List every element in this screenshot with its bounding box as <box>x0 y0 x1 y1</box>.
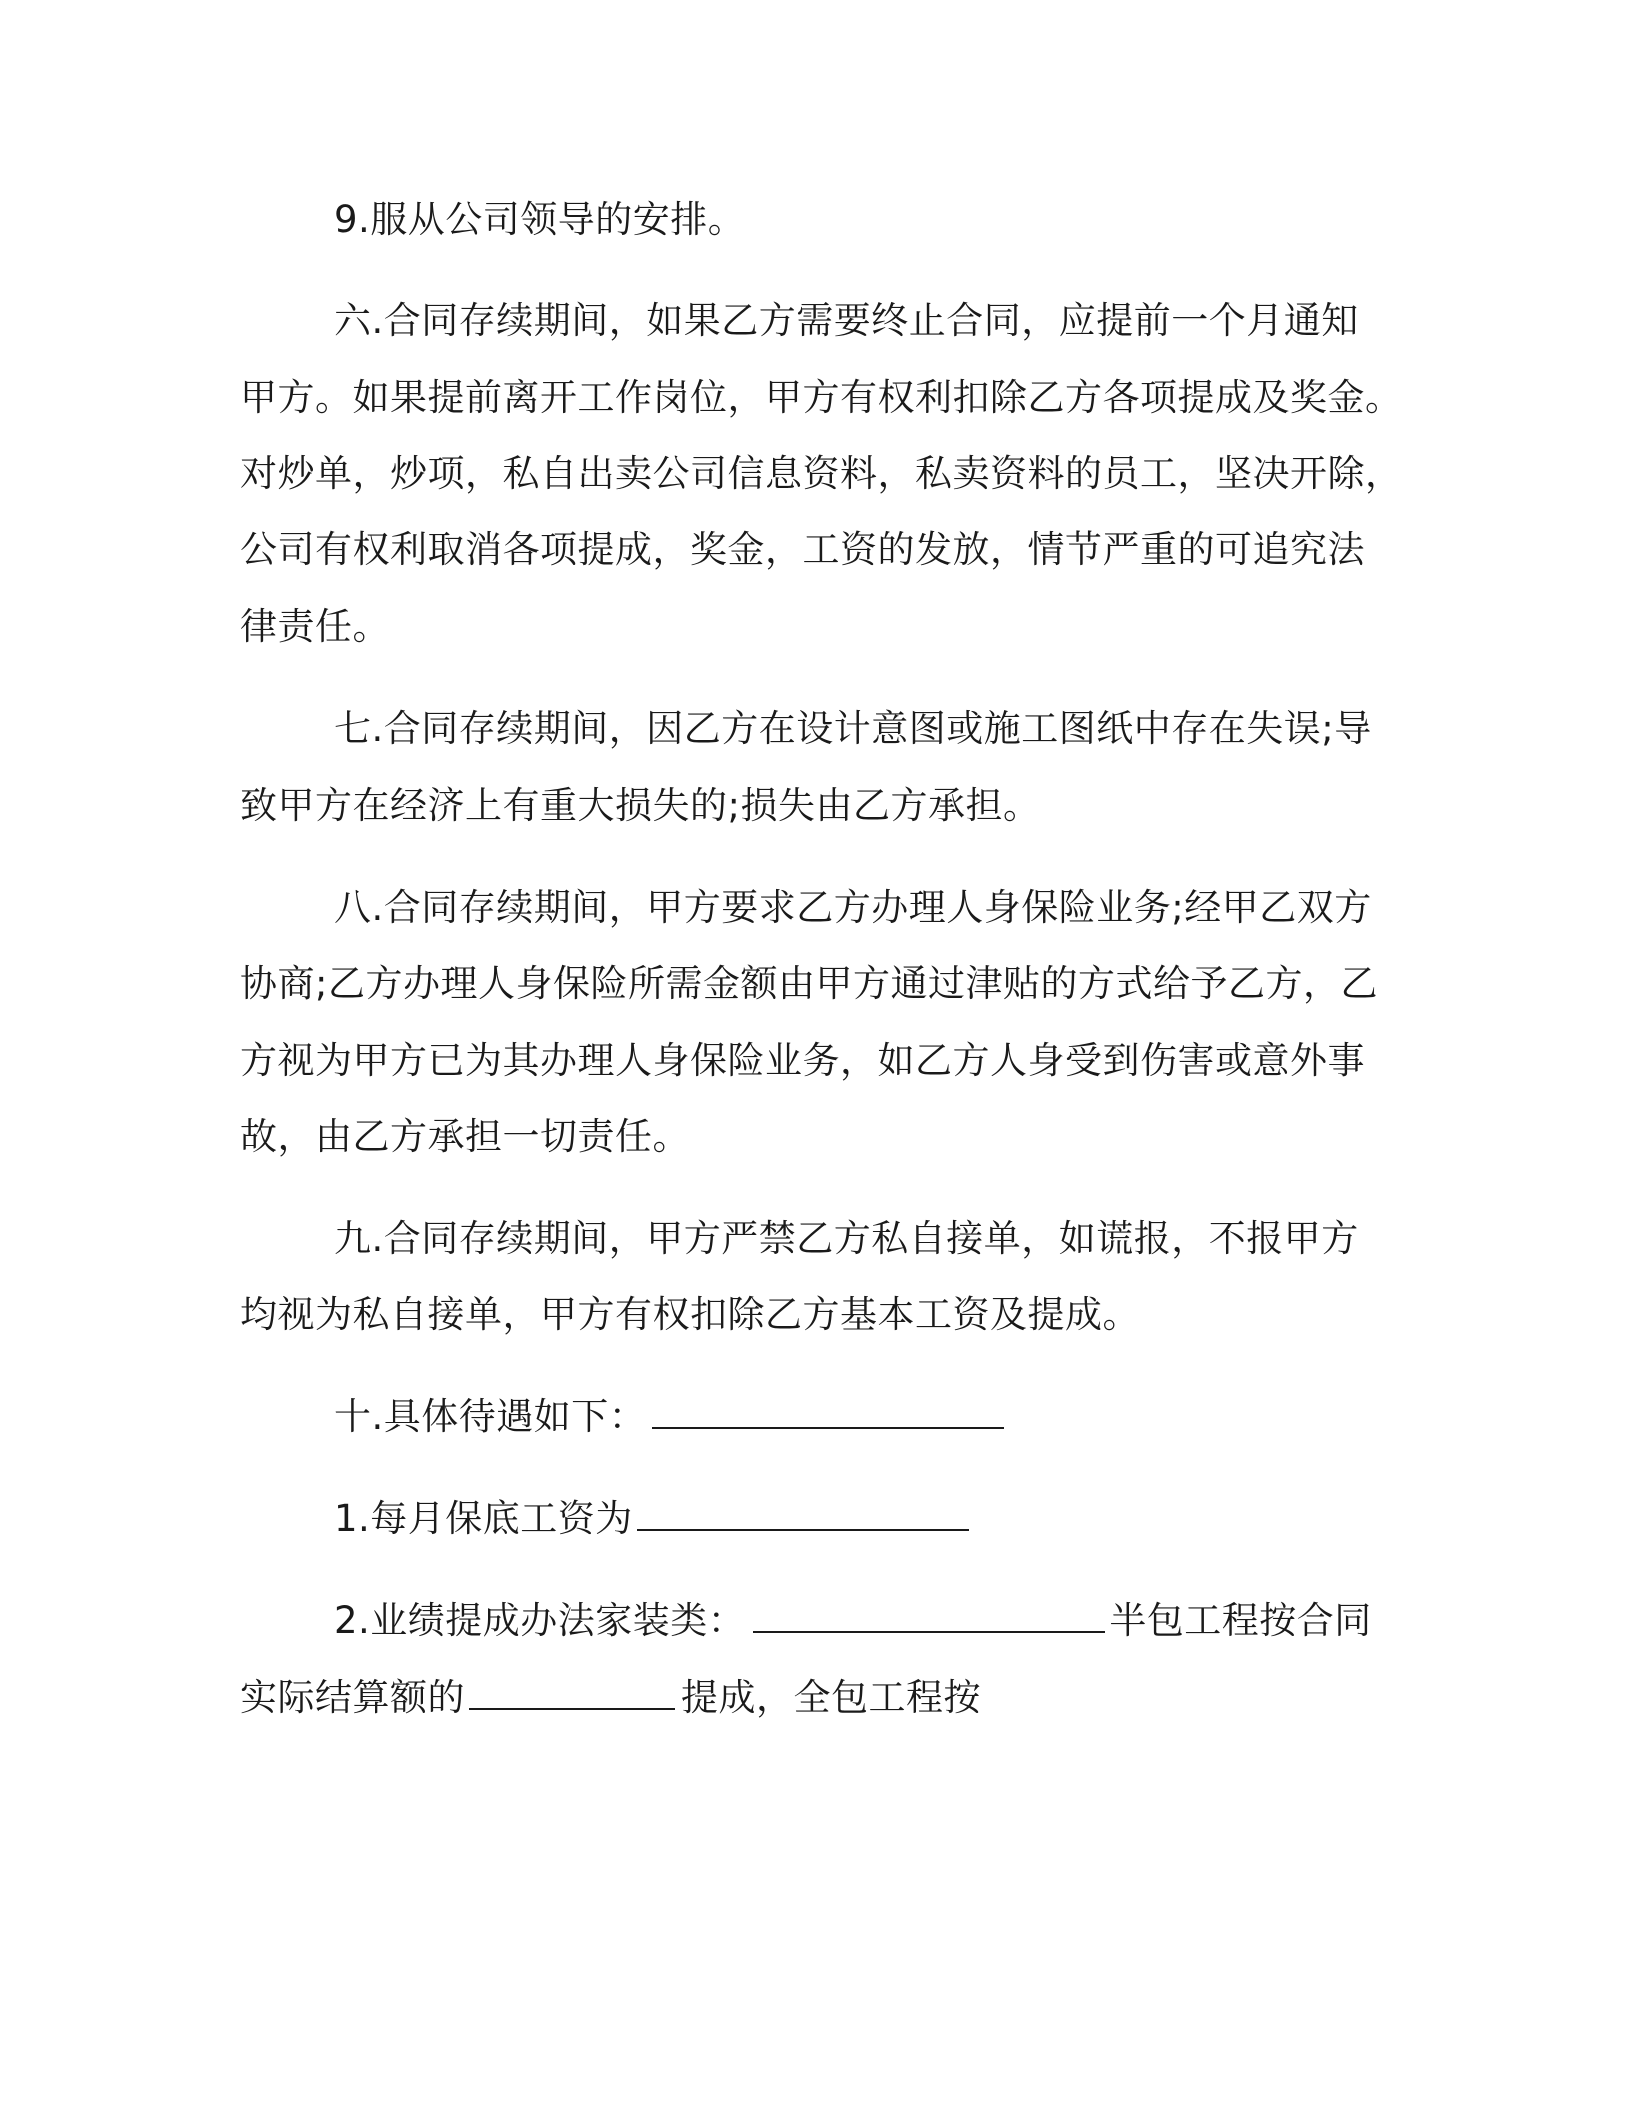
clause-6-line-3: 对炒单，炒项，私自出卖公司信息资料，私卖资料的员工，坚决开除， <box>240 452 1403 495</box>
commission-text-3: 实际结算额的 <box>240 1676 465 1719</box>
commission-line-2 <box>240 1672 981 1724</box>
clause-9-line: 9.服从公司领导的安排。 <box>334 198 746 241</box>
clause-9b-line-1: 九.合同存续期间，甲方严禁乙方私自接单，如谎报，不报甲方 <box>334 1217 1359 1260</box>
salary-line <box>334 1493 969 1545</box>
clause-9b-line-2: 均视为私自接单，甲方有权扣除乙方基本工资及提成。 <box>240 1293 1140 1336</box>
clause-8-line-2: 协商;乙方办理人身保险所需金额由甲方通过津贴的方式给予乙方，乙 <box>240 962 1378 1005</box>
clause-6-line-2: 甲方。如果提前离开工作岗位，甲方有权利扣除乙方各项提成及奖金。 <box>240 376 1403 419</box>
clause-8-line-1: 八.合同存续期间，甲方要求乙方办理人身保险业务;经甲乙双方 <box>334 886 1372 929</box>
clause-6-line-1: 六.合同存续期间，如果乙方需要终止合同，应提前一个月通知 <box>334 299 1359 342</box>
treatment-blank <box>652 1391 1004 1429</box>
salary-text: 1.每月保底工资为 <box>334 1497 633 1540</box>
home-decor-blank <box>753 1595 1105 1633</box>
clause-7-line-2: 致甲方在经济上有重大损失的;损失由乙方承担。 <box>240 784 1041 827</box>
commission-line-1 <box>334 1595 1372 1647</box>
settlement-blank <box>469 1672 675 1710</box>
clause-10-text: 十.具体待遇如下： <box>334 1395 647 1438</box>
clause-6-line-4: 公司有权利取消各项提成，奖金，工资的发放，情节严重的可追究法 <box>240 528 1365 571</box>
commission-text-4: 提成，全包工程按 <box>681 1676 981 1719</box>
clause-8-line-3: 方视为甲方已为其办理人身保险业务，如乙方人身受到伤害或意外事 <box>240 1039 1365 1082</box>
commission-text-2: 半包工程按合同 <box>1109 1599 1372 1642</box>
clause-10-line <box>334 1391 1004 1443</box>
commission-text-1: 2.业绩提成办法家装类： <box>334 1599 746 1642</box>
salary-blank <box>637 1493 969 1531</box>
clause-7-line-1: 七.合同存续期间，因乙方在设计意图或施工图纸中存在失误;导 <box>334 707 1372 750</box>
clause-8-line-4: 故，由乙方承担一切责任。 <box>240 1115 690 1158</box>
clause-6-line-5: 律责任。 <box>240 605 390 648</box>
